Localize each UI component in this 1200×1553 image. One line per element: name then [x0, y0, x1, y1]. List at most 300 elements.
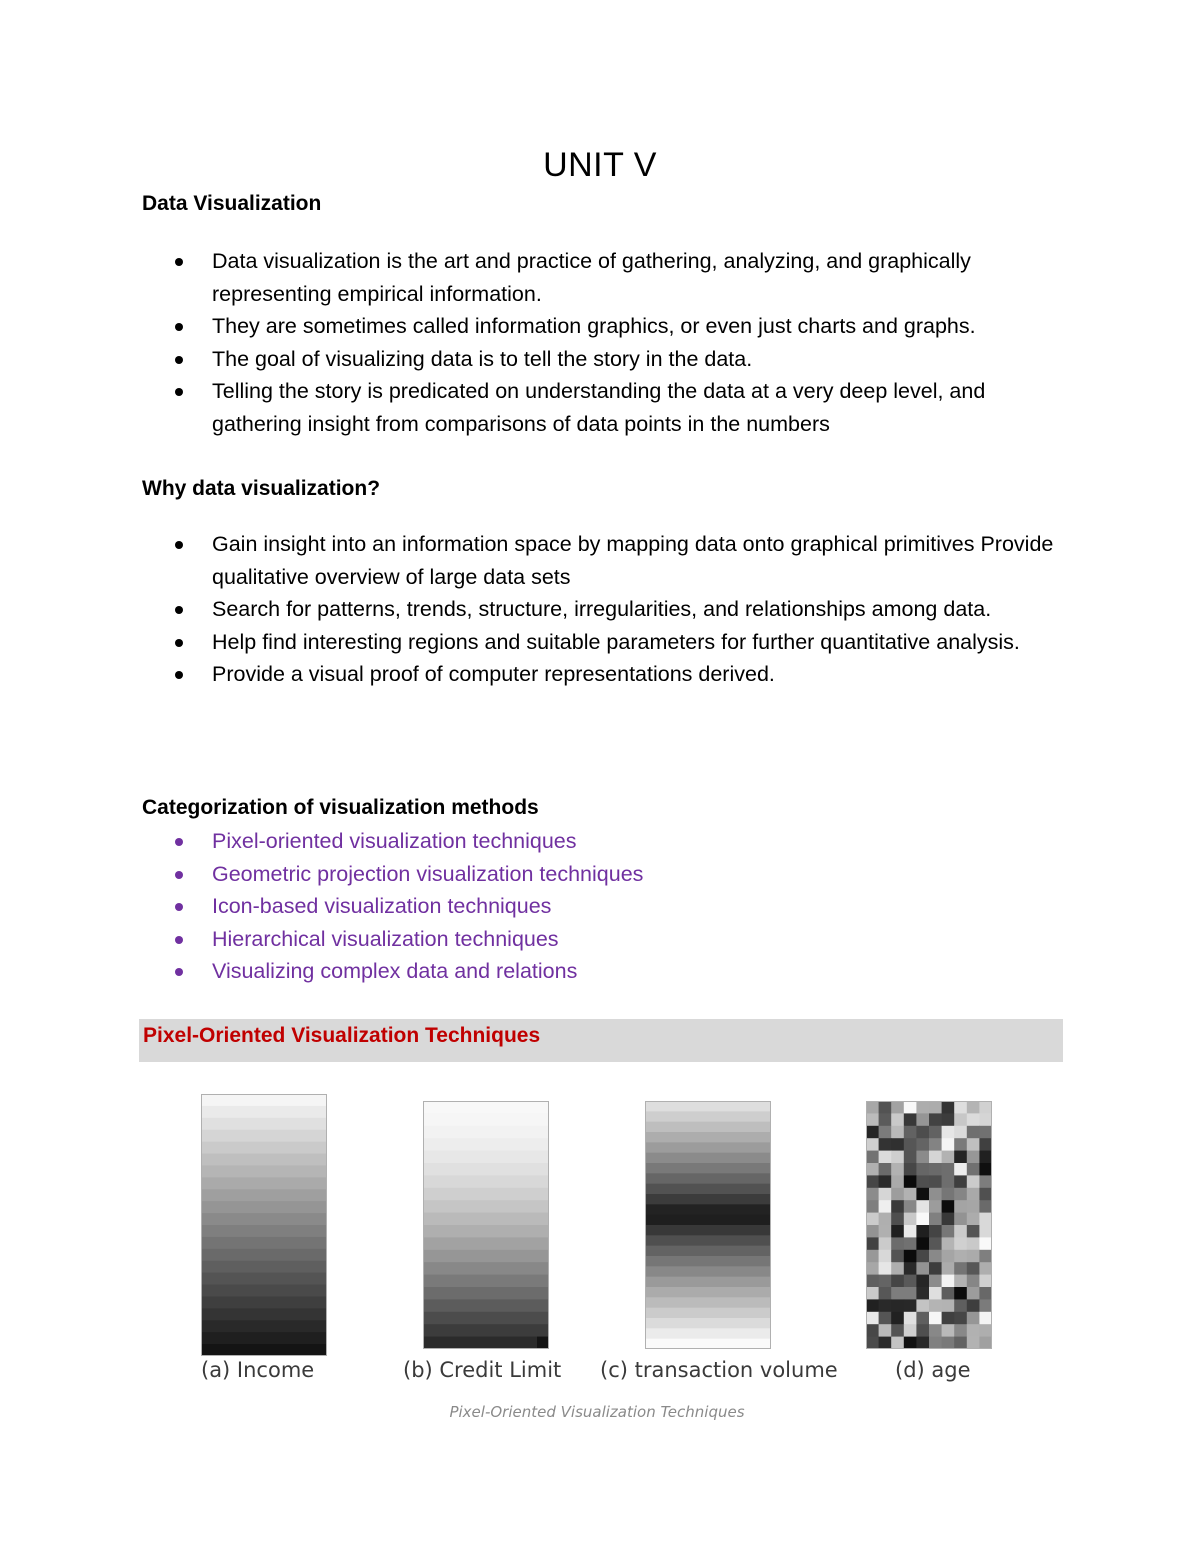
- pixel-band: [645, 1287, 771, 1298]
- pixel-band: [201, 1213, 327, 1225]
- pixel-cell: [891, 1113, 904, 1126]
- pixel-cell: [916, 1126, 929, 1139]
- pixel-band: [423, 1175, 549, 1188]
- pixel-band: [201, 1273, 327, 1285]
- pixel-band: [645, 1225, 771, 1236]
- pixel-cell: [967, 1237, 980, 1250]
- pixel-cell: [891, 1237, 904, 1250]
- pixel-cell: [954, 1126, 967, 1139]
- pixel-cell: [866, 1126, 879, 1139]
- pixel-cell: [891, 1337, 904, 1349]
- pixel-cell: [891, 1151, 904, 1164]
- pixel-cell: [866, 1337, 879, 1349]
- pixel-band: [645, 1163, 771, 1174]
- pixel-cell: [929, 1250, 942, 1263]
- pixel-cell: [904, 1337, 917, 1349]
- pixel-cell: [954, 1175, 967, 1188]
- pixel-cell: [929, 1324, 942, 1337]
- pixel-band: [537, 1337, 549, 1349]
- pixel-band: [423, 1151, 549, 1164]
- pixel-cell: [879, 1126, 892, 1139]
- pixel-cell: [916, 1175, 929, 1188]
- pixel-cell: [929, 1113, 942, 1126]
- pixel-cell: [929, 1337, 942, 1349]
- pixel-cell: [916, 1299, 929, 1312]
- pixel-cell: [879, 1324, 892, 1337]
- pixel-cell: [942, 1225, 955, 1238]
- pixel-band: [201, 1189, 327, 1201]
- pixel-cell: [942, 1237, 955, 1250]
- caption-transaction-volume: (c) transaction volume: [600, 1358, 838, 1382]
- pixel-cell: [866, 1151, 879, 1164]
- pixel-cell: [954, 1237, 967, 1250]
- pixel-cell: [967, 1287, 980, 1300]
- why-list: [0, 528, 1072, 691]
- pixel-band: [423, 1213, 549, 1226]
- pixel-cell: [916, 1113, 929, 1126]
- pixel-band: [645, 1111, 771, 1122]
- pixel-cell: [866, 1113, 879, 1126]
- pixel-cell: [954, 1275, 967, 1288]
- pixel-cell: [916, 1287, 929, 1300]
- pixel-cell: [866, 1213, 879, 1226]
- pixel-cell: [929, 1237, 942, 1250]
- list-item[interactable]: Hierarchical visualization techniques: [0, 923, 1072, 956]
- pixel-cell: [891, 1163, 904, 1176]
- pixel-cell: [916, 1101, 929, 1114]
- pixel-cell: [916, 1225, 929, 1238]
- pixel-cell: [929, 1262, 942, 1275]
- panel-age: [866, 1101, 992, 1349]
- pixel-cell: [967, 1324, 980, 1337]
- pixel-cell: [879, 1213, 892, 1226]
- pixel-cell: [967, 1213, 980, 1226]
- pixel-cell: [929, 1299, 942, 1312]
- pixel-cell: [916, 1213, 929, 1226]
- pixel-band: [645, 1308, 771, 1319]
- pixel-cell: [891, 1275, 904, 1288]
- pixel-cell: [979, 1163, 992, 1176]
- pixel-cell: [929, 1312, 942, 1325]
- pixel-cell: [904, 1138, 917, 1151]
- heading-categorization: Categorization of visualization methods: [142, 796, 539, 819]
- pixel-cell: [866, 1299, 879, 1312]
- pixel-cell: [866, 1138, 879, 1151]
- panel-credit-limit: [423, 1101, 549, 1349]
- pixel-oriented-section-band: [139, 1019, 1063, 1062]
- pixel-cell: [942, 1138, 955, 1151]
- pixel-cell: [879, 1175, 892, 1188]
- pixel-cell: [929, 1101, 942, 1114]
- pixel-cell: [904, 1188, 917, 1201]
- pixel-band: [645, 1194, 771, 1205]
- pixel-cell: [916, 1237, 929, 1250]
- pixel-cell: [904, 1287, 917, 1300]
- pixel-cell: [904, 1113, 917, 1126]
- pixel-band: [423, 1250, 549, 1263]
- pixel-cell: [929, 1175, 942, 1188]
- pixel-band: [201, 1249, 327, 1261]
- pixel-band: [645, 1153, 771, 1164]
- pixel-cell: [866, 1275, 879, 1288]
- pixel-cell: [942, 1151, 955, 1164]
- pixel-cell: [954, 1213, 967, 1226]
- pixel-cell: [916, 1188, 929, 1201]
- pixel-cell: [891, 1299, 904, 1312]
- pixel-band: [645, 1132, 771, 1143]
- pixel-cell: [866, 1188, 879, 1201]
- pixel-band: [645, 1318, 771, 1329]
- pixel-cell: [904, 1324, 917, 1337]
- pixel-cell: [904, 1151, 917, 1164]
- pixel-cell: [942, 1287, 955, 1300]
- pixel-cell: [979, 1138, 992, 1151]
- pixel-band: [201, 1177, 327, 1189]
- pixel-band: [645, 1246, 771, 1257]
- pixel-band: [423, 1299, 549, 1312]
- pixel-cell: [967, 1126, 980, 1139]
- pixel-cell: [879, 1275, 892, 1288]
- pixel-cell: [954, 1250, 967, 1263]
- pixel-cell: [879, 1188, 892, 1201]
- pixel-cell: [866, 1163, 879, 1176]
- pixel-cell: [942, 1299, 955, 1312]
- pixel-band: [645, 1328, 771, 1339]
- pixel-cell: [916, 1275, 929, 1288]
- pixel-band: [201, 1237, 327, 1249]
- pixel-cell: [904, 1213, 917, 1226]
- pixel-cell: [979, 1188, 992, 1201]
- pixel-band: [201, 1308, 327, 1320]
- pixel-cell: [879, 1200, 892, 1213]
- pixel-cell: [879, 1250, 892, 1263]
- pixel-cell: [979, 1275, 992, 1288]
- categorization-list: [0, 825, 1072, 988]
- pixel-cell: [916, 1200, 929, 1213]
- list-item[interactable]: Icon-based visualization techniques: [0, 890, 1072, 923]
- pixel-cell: [879, 1225, 892, 1238]
- pixel-cell: [891, 1262, 904, 1275]
- pixel-cell: [904, 1237, 917, 1250]
- pixel-band: [645, 1142, 771, 1153]
- pixel-cell: [942, 1250, 955, 1263]
- pixel-cell: [879, 1287, 892, 1300]
- pixel-cell: [904, 1275, 917, 1288]
- pixel-cell: [979, 1101, 992, 1114]
- pixel-cell: [866, 1200, 879, 1213]
- pixel-cell: [942, 1163, 955, 1176]
- pixel-band: [201, 1154, 327, 1166]
- pixel-cell: [916, 1151, 929, 1164]
- pixel-cell: [904, 1175, 917, 1188]
- pixel-cell: [916, 1312, 929, 1325]
- pixel-cell: [866, 1237, 879, 1250]
- pixel-band: [423, 1324, 549, 1337]
- pixel-cell: [891, 1287, 904, 1300]
- pixel-cell: [967, 1101, 980, 1114]
- pixel-cell: [879, 1262, 892, 1275]
- pixel-cell: [916, 1138, 929, 1151]
- pixel-cell: [879, 1151, 892, 1164]
- pixel-band: [423, 1262, 549, 1275]
- pixel-cell: [929, 1138, 942, 1151]
- pixel-cell: [904, 1200, 917, 1213]
- caption-age: (d) age: [895, 1358, 971, 1382]
- pixel-cell: [929, 1213, 942, 1226]
- pixel-cell: [929, 1188, 942, 1201]
- pixel-cell: [942, 1113, 955, 1126]
- pixel-cell: [904, 1250, 917, 1263]
- pixel-cell: [942, 1262, 955, 1275]
- pixel-cell: [929, 1126, 942, 1139]
- pixel-cell: [916, 1337, 929, 1349]
- figure-title: Pixel-Oriented Visualization Techniques: [449, 1403, 745, 1421]
- pixel-band: [201, 1225, 327, 1237]
- page-title: UNIT V: [543, 146, 657, 184]
- pixel-cell: [891, 1126, 904, 1139]
- pixel-band: [423, 1275, 549, 1288]
- list-item: They are sometimes called information graphics, or even just charts and graphs.: [0, 310, 1072, 343]
- pixel-band: [423, 1188, 549, 1201]
- list-item: Gain insight into an information space by mapping data onto graphical primitives Provide qualitative overview of large data sets: [0, 528, 1072, 593]
- list-item[interactable]: Pixel-oriented visualization techniques: [0, 825, 1072, 858]
- pixel-cell: [954, 1113, 967, 1126]
- pixel-cell: [979, 1312, 992, 1325]
- pixel-cell: [979, 1151, 992, 1164]
- pixel-band: [645, 1256, 771, 1267]
- pixel-cell: [967, 1188, 980, 1201]
- pixel-cell: [954, 1262, 967, 1275]
- list-item: Search for patterns, trends, structure, irregularities, and relationships among data.: [0, 593, 1072, 626]
- pixel-band: [423, 1287, 549, 1300]
- pixel-cell: [967, 1275, 980, 1288]
- pixel-cell: [916, 1250, 929, 1263]
- pixel-cell: [942, 1213, 955, 1226]
- pixel-band: [201, 1332, 327, 1344]
- pixel-cell: [904, 1163, 917, 1176]
- pixel-cell: [942, 1324, 955, 1337]
- pixel-band: [645, 1297, 771, 1308]
- pixel-cell: [979, 1113, 992, 1126]
- pixel-cell: [891, 1175, 904, 1188]
- pixel-cell: [979, 1337, 992, 1349]
- pixel-cell: [942, 1188, 955, 1201]
- pixel-cell: [891, 1312, 904, 1325]
- pixel-cell: [942, 1337, 955, 1349]
- pixel-cell: [954, 1312, 967, 1325]
- pixel-band: [423, 1337, 549, 1349]
- credit-limit-pixel-panel: [423, 1101, 549, 1349]
- pixel-band: [645, 1204, 771, 1215]
- pixel-band: [423, 1200, 549, 1213]
- pixel-band: [201, 1320, 327, 1332]
- pixel-band: [201, 1142, 327, 1154]
- pixel-cell: [967, 1151, 980, 1164]
- pixel-cell: [891, 1200, 904, 1213]
- pixel-cell: [904, 1225, 917, 1238]
- pixel-band: [645, 1173, 771, 1184]
- pixel-band: [201, 1094, 327, 1106]
- pixel-cell: [954, 1138, 967, 1151]
- pixel-band: [645, 1101, 771, 1112]
- list-item: Provide a visual proof of computer representations derived.: [0, 658, 1072, 691]
- pixel-cell: [891, 1250, 904, 1263]
- pixel-cell: [954, 1299, 967, 1312]
- pixel-band: [201, 1296, 327, 1308]
- pixel-cell: [879, 1163, 892, 1176]
- pixel-cell: [929, 1287, 942, 1300]
- pixel-cell: [879, 1237, 892, 1250]
- pixel-cell: [904, 1312, 917, 1325]
- pixel-cell: [879, 1101, 892, 1114]
- list-item: Data visualization is the art and practice of gathering, analyzing, and graphically representing empirical information.: [0, 245, 1072, 310]
- pixel-cell: [979, 1299, 992, 1312]
- pixel-cell: [979, 1213, 992, 1226]
- pixel-cell: [891, 1225, 904, 1238]
- pixel-cell: [954, 1287, 967, 1300]
- pixel-band: [423, 1101, 549, 1114]
- pixel-band: [201, 1118, 327, 1130]
- pixel-cell: [866, 1324, 879, 1337]
- pixel-cell: [891, 1101, 904, 1114]
- pixel-cell: [916, 1163, 929, 1176]
- pixel-cell: [929, 1200, 942, 1213]
- pixel-cell: [866, 1225, 879, 1238]
- pixel-cell: [967, 1250, 980, 1263]
- pixel-band: [423, 1126, 549, 1139]
- panel-income: [201, 1094, 327, 1356]
- pixel-cell: [879, 1138, 892, 1151]
- pixel-band: [201, 1130, 327, 1142]
- pixel-cell: [942, 1200, 955, 1213]
- pixel-cell: [979, 1250, 992, 1263]
- pixel-cell: [967, 1163, 980, 1176]
- pixel-cell: [891, 1213, 904, 1226]
- pixel-band: [645, 1215, 771, 1226]
- pixel-cell: [967, 1262, 980, 1275]
- pixel-band: [645, 1339, 771, 1349]
- pixel-cell: [866, 1101, 879, 1114]
- age-pixel-panel: [866, 1101, 992, 1349]
- pixel-cell: [891, 1138, 904, 1151]
- pixel-cell: [879, 1299, 892, 1312]
- list-item: Telling the story is predicated on understanding the data at a very deep level, and gathering insight from comparisons of data points in the numbers: [0, 375, 1072, 440]
- pixel-cell: [929, 1275, 942, 1288]
- pixel-band: [423, 1225, 549, 1238]
- pixel-band: [645, 1266, 771, 1277]
- pixel-cell: [891, 1188, 904, 1201]
- pixel-cell: [967, 1138, 980, 1151]
- pixel-cell: [954, 1163, 967, 1176]
- pixel-cell: [904, 1299, 917, 1312]
- pixel-band: [201, 1201, 327, 1213]
- pixel-band: [201, 1285, 327, 1297]
- pixel-band: [201, 1106, 327, 1118]
- pixel-cell: [916, 1324, 929, 1337]
- pixel-cell: [929, 1151, 942, 1164]
- pixel-cell: [904, 1101, 917, 1114]
- pixel-cell: [866, 1250, 879, 1263]
- pixel-cell: [942, 1101, 955, 1114]
- pixel-band: [201, 1344, 327, 1356]
- pixel-cell: [979, 1237, 992, 1250]
- pixel-cell: [916, 1262, 929, 1275]
- caption-income: (a) Income: [201, 1358, 315, 1382]
- pixel-cell: [866, 1262, 879, 1275]
- section-title: Pixel-Oriented Visualization Techniques: [143, 1024, 541, 1047]
- pixel-cell: [866, 1312, 879, 1325]
- pixel-cell: [942, 1126, 955, 1139]
- pixel-cell: [979, 1200, 992, 1213]
- list-item[interactable]: Geometric projection visualization techniques: [0, 858, 1072, 891]
- pixel-cell: [904, 1126, 917, 1139]
- pixel-band: [423, 1138, 549, 1151]
- pixel-cell: [967, 1113, 980, 1126]
- pixel-band: [423, 1113, 549, 1126]
- pixel-cell: [879, 1312, 892, 1325]
- list-item: The goal of visualizing data is to tell the story in the data.: [0, 343, 1072, 376]
- pixel-cell: [866, 1175, 879, 1188]
- caption-credit-limit: (b) Credit Limit: [403, 1358, 562, 1382]
- pixel-band: [201, 1261, 327, 1273]
- pixel-cell: [979, 1262, 992, 1275]
- pixel-cell: [954, 1188, 967, 1201]
- pixel-band: [423, 1237, 549, 1250]
- pixel-cell: [929, 1163, 942, 1176]
- pixel-cell: [954, 1225, 967, 1238]
- pixel-cell: [967, 1175, 980, 1188]
- pixel-band: [645, 1184, 771, 1195]
- pixel-cell: [979, 1175, 992, 1188]
- pixel-cell: [954, 1200, 967, 1213]
- pixel-cell: [967, 1312, 980, 1325]
- pixel-cell: [904, 1262, 917, 1275]
- pixel-cell: [979, 1324, 992, 1337]
- pixel-cell: [942, 1175, 955, 1188]
- list-item: Help find interesting regions and suitable parameters for further quantitative analysis.: [0, 626, 1072, 659]
- list-item[interactable]: Visualizing complex data and relations: [0, 955, 1072, 988]
- pixel-cell: [967, 1337, 980, 1349]
- pixel-cell: [942, 1312, 955, 1325]
- pixel-cell: [967, 1200, 980, 1213]
- pixel-cell: [954, 1324, 967, 1337]
- pixel-cell: [979, 1225, 992, 1238]
- pixel-cell: [942, 1275, 955, 1288]
- pixel-cell: [954, 1101, 967, 1114]
- pixel-cell: [979, 1126, 992, 1139]
- pixel-cell: [879, 1113, 892, 1126]
- pixel-cell: [954, 1337, 967, 1349]
- pixel-cell: [979, 1287, 992, 1300]
- pixel-cell: [929, 1225, 942, 1238]
- transaction-volume-pixel-panel: [645, 1101, 771, 1349]
- pixel-band: [423, 1163, 549, 1176]
- income-pixel-panel: [201, 1094, 327, 1356]
- pixel-band: [201, 1165, 327, 1177]
- pixel-cell: [954, 1151, 967, 1164]
- pixel-cell: [891, 1324, 904, 1337]
- data-visualization-list: [0, 245, 1072, 440]
- pixel-cell: [967, 1225, 980, 1238]
- panel-transaction-volume: [645, 1101, 771, 1349]
- pixel-band: [645, 1235, 771, 1246]
- pixel-band: [423, 1312, 549, 1325]
- pixel-cell: [866, 1287, 879, 1300]
- pixel-band: [645, 1122, 771, 1133]
- pixel-cell: [879, 1337, 892, 1349]
- heading-why-data-visualization: Why data visualization?: [142, 477, 381, 500]
- pixel-cell: [967, 1299, 980, 1312]
